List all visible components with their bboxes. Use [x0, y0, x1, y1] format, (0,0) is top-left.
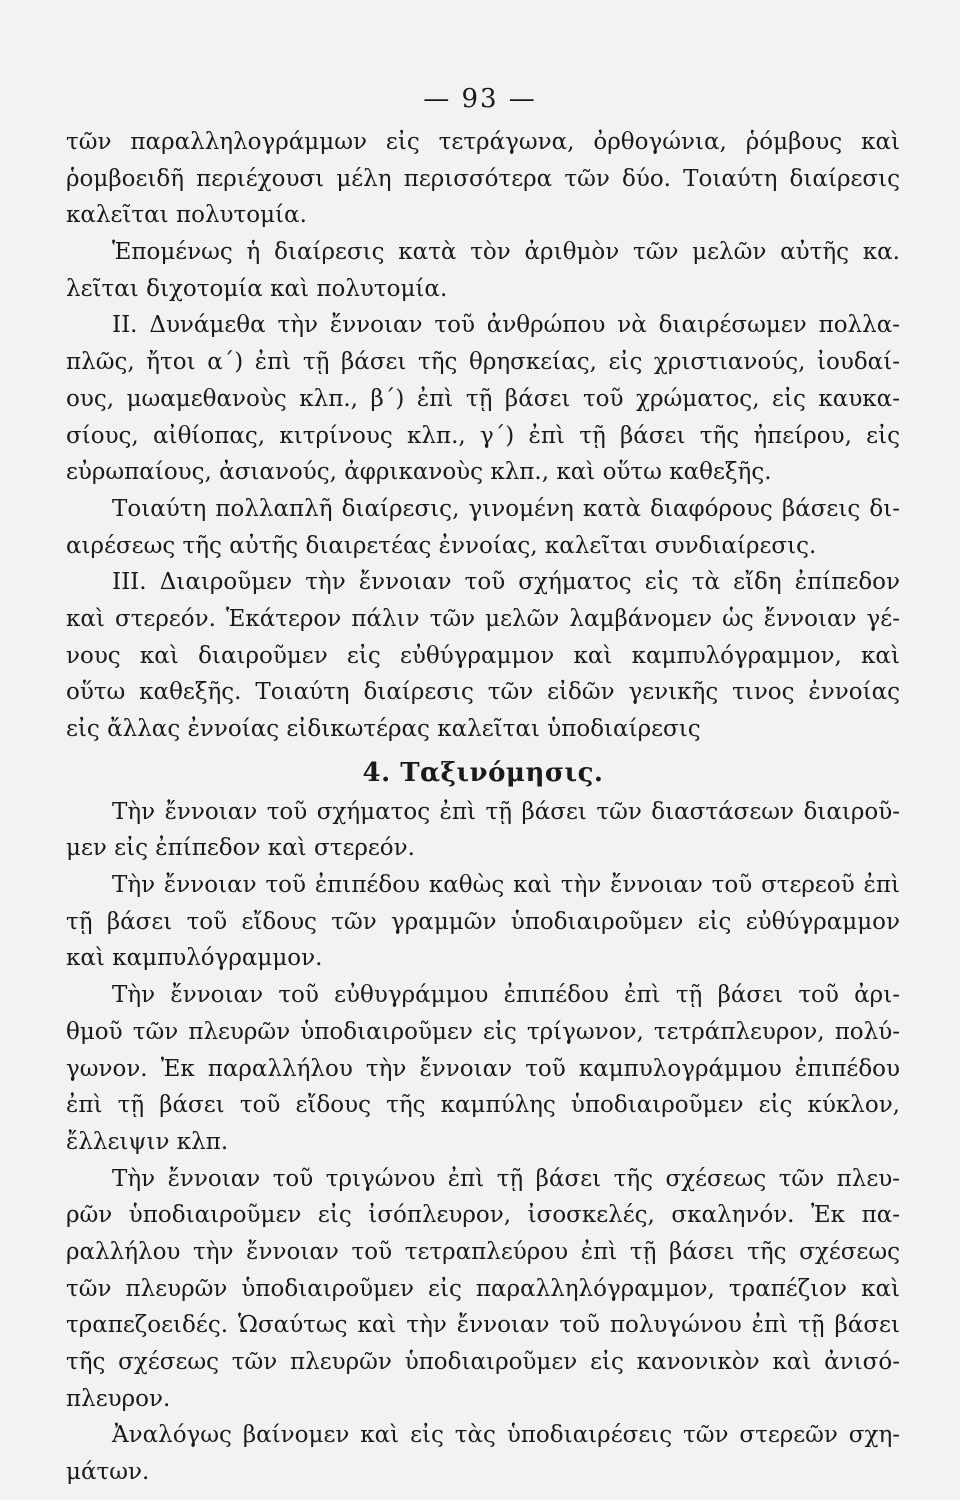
text-line: τῶν παραλληλογράμμων εἰς τετράγωνα, ὀρθογώνια, ῥόμβους καὶ: [66, 129, 900, 155]
section-heading: 4. Ταξινόμησις.: [362, 757, 604, 788]
text-line: λεῖται διχοτομία καὶ πολυτομία.: [66, 275, 448, 302]
text-line: τῶν πλευρῶν ὑποδιαιροῦμεν εἰς παραλληλόγραμμον, τραπέζιον καὶ: [66, 1275, 900, 1302]
text-line: ἔλλειψιν κλπ.: [66, 1128, 229, 1155]
text-line: αιρέσεως τῆς αὐτῆς διαιρετέας ἐννοίας, καλεῖται συνδιαίρεσις.: [66, 532, 817, 559]
text-line: μάτων.: [66, 1459, 150, 1486]
text-line: τραπεζοειδές. Ὡσαύτως καὶ τὴν ἔννοιαν τοῦ πολυγώνου ἐπὶ τῇ βάσει: [66, 1312, 900, 1339]
text-line: εἰς ἄλλας ἐννοίας εἰδικωτέρας καλεῖται ὑποδιαίρεσις: [66, 716, 701, 742]
text-line: τῇ βάσει τοῦ εἴδους τῶν γραμμῶν ὑποδιαιροῦμεν εἰς εὐθύγραμμον: [66, 908, 900, 935]
text-line: καλεῖται πολυτομία.: [66, 202, 307, 229]
text-line: πλευρον.: [66, 1385, 171, 1412]
text-line: Ἑπομένως ἡ διαίρεσις κατὰ τὸν ἀριθμὸν τῶν μελῶν αὐτῆς κα.: [112, 239, 900, 266]
text-line: II. Δυνάμεθα τὴν ἔννοιαν τοῦ ἀνθρώπου νὰ διαιρέσωμεν πολλα-: [112, 312, 900, 339]
text-line: Ἀναλόγως βαίνομεν καὶ εἰς τὰς ὑποδιαιρέσεις τῶν στερεῶν σχη-: [112, 1422, 900, 1449]
text-line: σίους, αἰθίοπας, κιτρίνους κλπ., γ΄) ἐπὶ τῇ βάσει τῆς ἠπείρου, εἰς: [66, 422, 900, 449]
text-block-before-heading: [66, 124, 900, 748]
text-line: ἐπὶ τῇ βάσει τοῦ εἴδους τῆς καμπύλης ὑποδιαιροῦμεν εἰς κύκλον,: [66, 1092, 900, 1119]
text-line: Τὴν ἔννοιαν τοῦ τριγώνου ἐπὶ τῇ βάσει τῆς σχέσεως τῶν πλευ-: [112, 1165, 900, 1192]
text-line: Τὴν ἔννοιαν τοῦ σχήματος ἐπὶ τῇ βάσει τῶν διαστάσεων διαιροῦ-: [112, 798, 900, 825]
text-line: Τοιαύτη πολλαπλῆ διαίρεσις, γινομένη κατὰ διαφόρους βάσεις δι-: [112, 495, 900, 522]
text-line: ῥομβοειδῆ περιέχουσι μέλη περισσότερα τῶν δύο. Τοιαύτη διαίρεσις: [66, 165, 900, 192]
text-block-after-heading: [66, 794, 900, 1491]
text-line: οὕτω καθεξῆς. Τοιαύτη διαίρεσις τῶν εἰδῶν γενικῆς τινος ἐννοίας: [66, 679, 900, 706]
page-body: [66, 124, 900, 1491]
text-line: III. Διαιροῦμεν τὴν ἔννοιαν τοῦ σχήματος εἰς τὰ εἴδη ἐπίπεδον: [112, 569, 900, 596]
text-line: ους, μωαμεθανοὺς κλπ., β΄) ἐπὶ τῇ βάσει τοῦ χρώματος, εἰς καυκα-: [66, 385, 900, 412]
text-line: τῆς σχέσεως τῶν πλευρῶν ὑποδιαιροῦμεν εἰς κανονικὸν καὶ ἀνισό-: [66, 1349, 900, 1375]
text-line: νους καὶ διαιροῦμεν εἰς εὐθύγραμμον καὶ καμπυλόγραμμον, καὶ: [66, 642, 900, 669]
text-line: εὐρωπαίους, ἀσιανούς, ἀφρικανοὺς κλπ., καὶ οὕτω καθεξῆς.: [66, 459, 772, 486]
text-line: μεν εἰς ἐπίπεδον καὶ στερεόν.: [66, 835, 415, 862]
page-number: — 93 —: [423, 84, 537, 114]
text-line: καὶ στερεόν. Ἑκάτερον πάλιν τῶν μελῶν λαμβάνομεν ὡς ἔννοιαν γέ-: [66, 605, 900, 632]
text-line: Τὴν ἔννοιαν τοῦ εὐθυγράμμου ἐπιπέδου ἐπὶ τῇ βάσει τοῦ ἀρι-: [112, 982, 900, 1009]
text-line: καὶ καμπυλόγραμμον.: [66, 945, 323, 972]
text-line: ραλλήλου τὴν ἔννοιαν τοῦ τετραπλεύρου ἐπὶ τῇ βάσει τῆς σχέσεως: [66, 1238, 900, 1265]
text-line: ρῶν ὑποδιαιροῦμεν εἰς ἰσόπλευρον, ἰσοσκελές, σκαληνόν. Ἐκ πα-: [66, 1202, 900, 1229]
text-line: θμοῦ τῶν πλευρῶν ὑποδιαιροῦμεν εἰς τρίγωνον, τετράπλευρον, πολύ-: [66, 1018, 900, 1045]
text-line: γωνον. Ἐκ παραλλήλου τὴν ἔννοιαν τοῦ καμπυλογράμμου ἐπιπέδου: [66, 1055, 900, 1082]
text-line: Τὴν ἔννοιαν τοῦ ἐπιπέδου καθὼς καὶ τὴν ἔννοιαν τοῦ στερεοῦ ἐπὶ: [112, 872, 900, 899]
text-line: πλῶς, ἤτοι α΄) ἐπὶ τῇ βάσει τῆς θρησκείας, εἰς χριστιανούς, ἰουδαί-: [66, 349, 900, 376]
